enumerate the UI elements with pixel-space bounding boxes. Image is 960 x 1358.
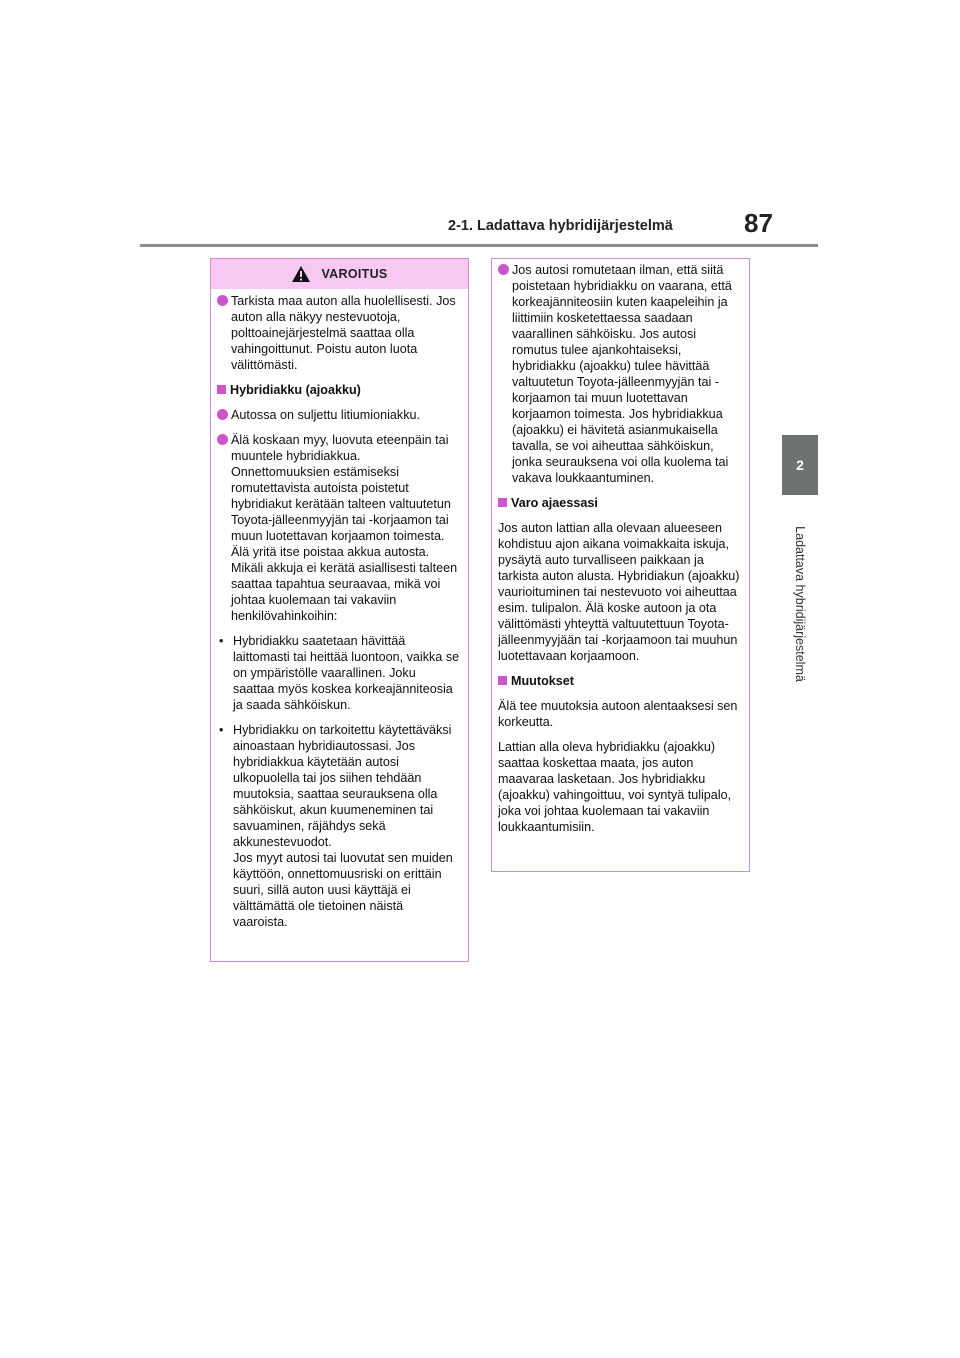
subheading: Hybridiakku (ajoakku)	[217, 382, 460, 398]
warning-panel-continued	[491, 258, 750, 872]
bullet-square-icon	[498, 498, 507, 507]
list-item: Autossa on suljettu litiumioniakku.	[217, 407, 460, 423]
paragraph: Jos auton lattian alla olevaan alueeseen kohdistuu ajon aikana voimakkaita iskuja, pysäytä auto turvalliseen paikkaan ja tarkista auton alusta. Hybridiakun (ajoakku) vaurioituminen tai nestevuoto voi aiheuttaa esim. tulipalon. Älä koske autoon ja ota välittömästi yhteyttä valtuutettuun Toyota-jälleenmyyjään tai -korjaamoon tai muuhun luotettavaan korjaamoon.	[498, 521, 740, 663]
paragraph: Lattian alla oleva hybridiakku (ajoakku) saattaa koskettaa maata, jos auton maavaraa lasketaan. Jos hybridiakku (ajoakku) vahingoittuu, voi syntyä tulipalo, joka voi johtaa kuolemaan tai vakaviin loukkaantumisiin.	[498, 740, 732, 834]
warning-triangle-icon	[291, 265, 311, 283]
bullet-dot-icon	[217, 295, 228, 306]
sub-list-item: • Hybridiakku saatetaan hävittää laittomasti tai heittää luontoon, vaikka se on ympäristölle vaarallinen. Joku saattaa myös koskea korkeajänniteosia ja saada sähköiskun.	[219, 634, 460, 712]
warning-panel	[210, 258, 469, 962]
warning-title: VAROITUS	[321, 267, 388, 281]
list-item: Tarkista maa auton alla huolellisesti. Jos auton alla näkyy nestevuotoja, polttoainejärjestelmä saattaa olla vahingoittunut. Poistu auton luota välittömästi.	[217, 293, 460, 373]
warning-header	[211, 259, 468, 289]
list-item: Älä koskaan myy, luovuta eteenpäin tai muuntele hybridiakkua. Onnettomuuksien estämiseksi romutettavista autoista poistetut hybridiakut kerätään talteen valtuutetun Toyota-jälleenmyyjän tai -korjaamon tai muun luotettavan korjaamon toimesta. Älä yritä itse poistaa akkua autosta. Mikäli akkuja ei kerätä asiallisesti talteen saattaa tapahtua seuraavaa, mikä voi johtaa kuolemaan tai vakaviin henkilövahinkoihin:	[217, 432, 460, 624]
header-divider	[140, 244, 818, 247]
subheading: Varo ajaessasi	[498, 495, 741, 511]
bullet-dot-icon	[498, 264, 509, 275]
list-item: Jos autosi romutetaan ilman, että siitä poistetaan hybridiakku on vaarana, että korkeajänniteosiin kuten kaapeleihin ja liittimiin kosketettaessa saadaan vaarallinen sähköisku. Jos autosi romutus tulee ajankohtaiseksi, hybridiakku (ajoakku) tulee hävittää valtuutetun Toyota-jälleenmyyjän tai -korjaamon tai muun luotettavan korjaamon toimesta. Jos hybridiakkua (ajoakku) ei hävitetä asianmukaisella tavalla, se voi aiheuttaa sähköiskun, jonka seurauksena voi olla kuolema tai vakava loukkaantuminen.	[498, 262, 741, 486]
page-number: 87	[744, 208, 773, 238]
section-title: 2-1. Ladattava hybridijärjestelmä	[448, 218, 673, 234]
chapter-tab-label: Ladattava hybridijärjestelmä	[793, 526, 807, 682]
paragraph: Älä tee muutoksia autoon alentaaksesi sen korkeutta.	[498, 699, 738, 729]
sub-list-item: • Hybridiakku on tarkoitettu käytettäväksi ainoastaan hybridiautossasi. Jos hybridiakkua käytetään autosi ulkopuolella tai jos siihen tehdään muutoksia, saattaa seurauksena olla sähköiskut, akun kuumeneminen tai savuaminen, räjähdys sekä akkunestevuodot. Jos myyt autosi tai luovutat sen muiden käyttöön, onnettomuusriski on erittäin suuri, sillä auton uusi käyttäjä ei välttämättä ole tietoinen näistä vaaroista.	[219, 723, 453, 929]
chapter-tab-number: 2	[796, 457, 804, 473]
bullet-dot-icon	[217, 434, 228, 445]
subheading: Muutokset	[498, 673, 741, 689]
bullet-square-icon	[217, 385, 226, 394]
bullet-square-icon	[498, 676, 507, 685]
bullet-dot-icon	[217, 409, 228, 420]
